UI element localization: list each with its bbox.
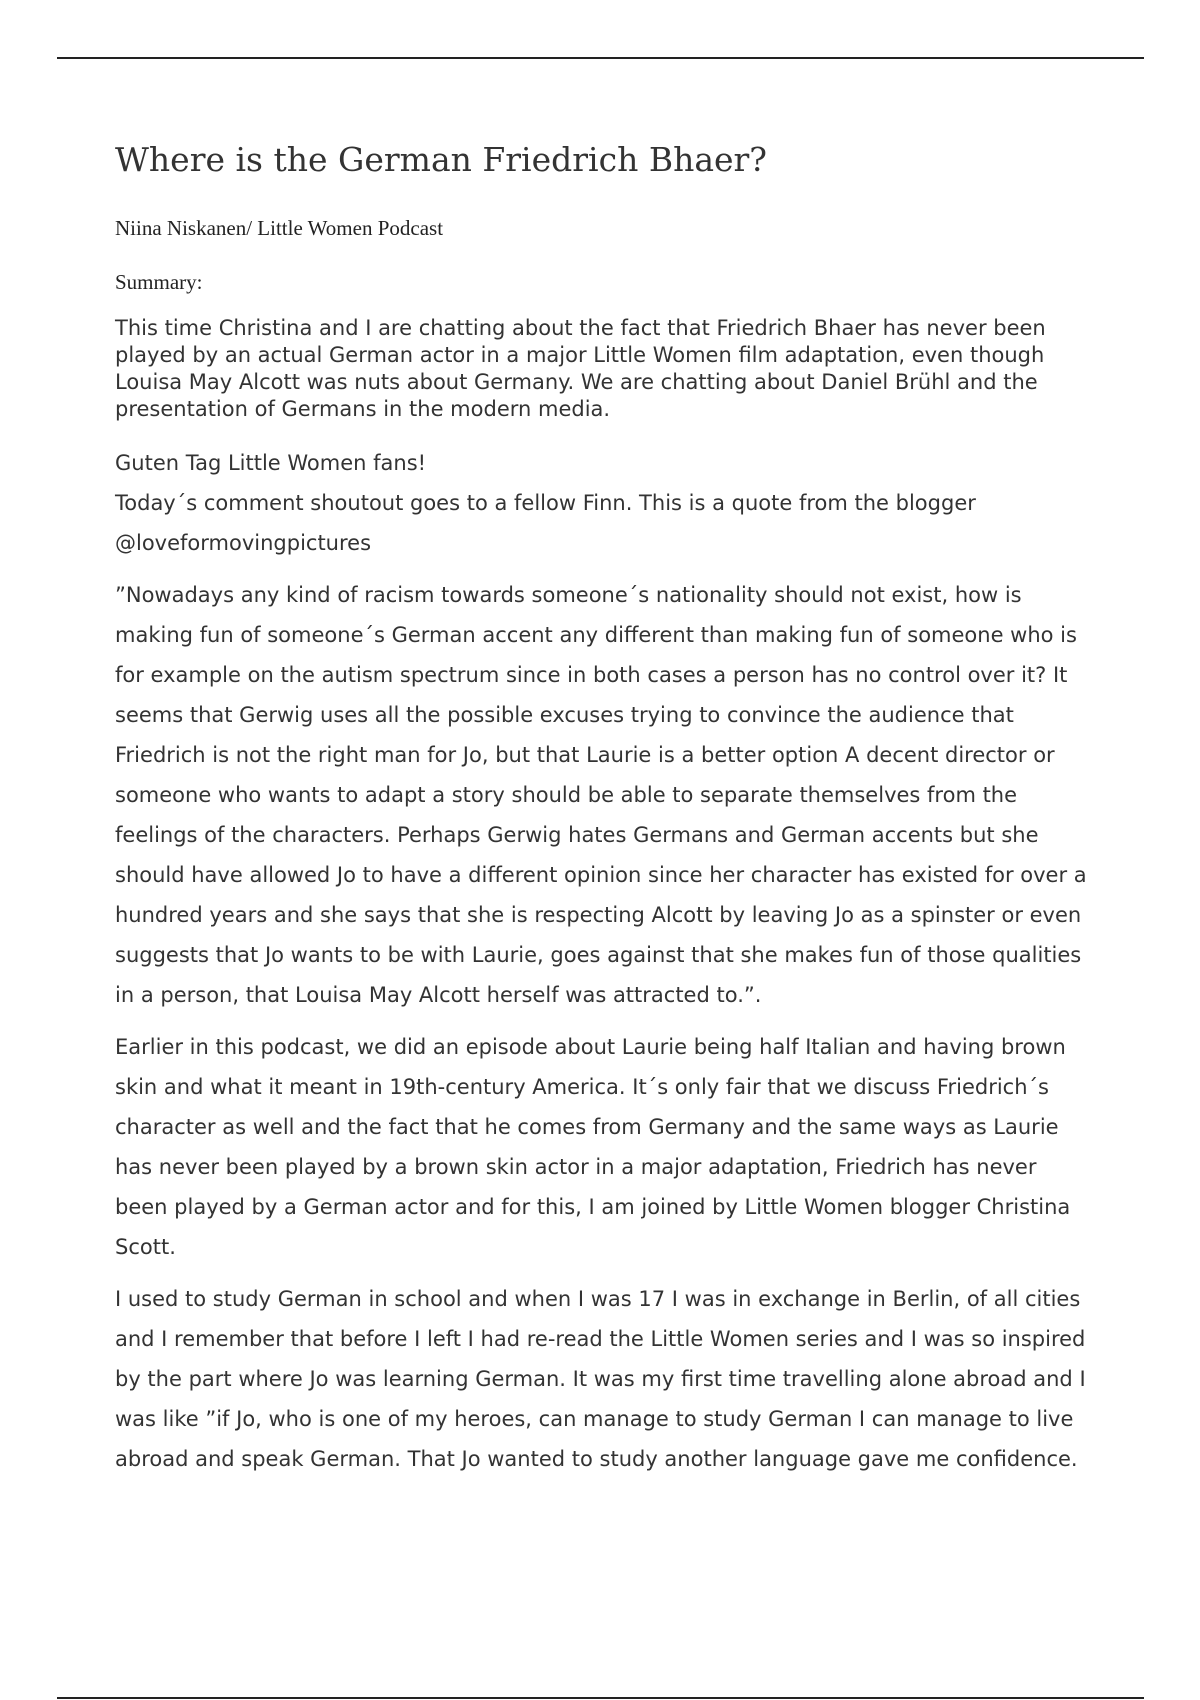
quote-paragraph: ”Nowadays any kind of racism towards someone´s nationality should not exist, how is making fun of someone´s German accent any different than making fun of someone who is for example on the autism spectrum since in both cases a person has no control over it? It seems that Gerwig uses all the possible excuses trying to convince the audience that Friedrich is not the right man for Jo, but that Laurie is a better option A decent director or someone who wants to adapt a story should be able to separate themselves from the feelings of the characters. Perhaps Gerwig hates Germans and German accents but she should have allowed Jo to have a different opinion since her character has existed for over a hundred years and she says that she is respecting Alcott by leaving Jo as a spinster or even suggests that Jo wants to be with Laurie, goes against that she makes fun of those qualities in a person, that Louisa May Alcott herself was attracted to.”. xyxy=(115,583,1087,1007)
top-divider xyxy=(57,57,1144,59)
berlin-paragraph: I used to study German in school and when I was 17 I was in exchange in Berlin, of all cities and I remember that before I left I had re-read the Little Women series and I was so inspired by the part where Jo was learning German. It was my first time travelling alone abroad and I was like ”if Jo, who is one of my heroes, can manage to study German I can manage to live abroad and speak German. That Jo wanted to study another language gave me confidence. xyxy=(115,1287,1086,1471)
greeting-paragraph xyxy=(115,443,1095,563)
article xyxy=(115,125,1095,1491)
bottom-divider xyxy=(57,1697,1144,1699)
article-byline: Niina Niskanen/ Little Women Podcast xyxy=(115,216,444,240)
laurie-paragraph: Earlier in this podcast, we did an episode about Laurie being half Italian and having brown skin and what it meant in 19th-century America. It´s only fair that we discuss Friedrich´s character as well and the fact that he comes from Germany and the same ways as Laurie has never been played by a brown skin actor in a major adaptation, Friedrich has never been played by a German actor and for this, I am joined by Little Women blogger Christina Scott. xyxy=(115,1035,1071,1259)
greeting: Guten Tag Little Women fans! xyxy=(115,451,427,475)
comment-shoutout: Today´s comment shoutout goes to a fellow Finn. This is a quote from the blogger @loveformovingpictures xyxy=(115,491,976,555)
article-title: Where is the German Friedrich Bhaer? xyxy=(115,140,767,179)
summary-label: Summary: xyxy=(115,270,203,294)
summary-text: This time Christina and I are chatting about the fact that Friedrich Bhaer has never been played by an actual German actor in a major Little Women film adaptation, even though Louisa May Alcott was nuts about Germany. We are chatting about Daniel Brühl and the presentation of Germans in the modern media. xyxy=(115,316,1046,421)
